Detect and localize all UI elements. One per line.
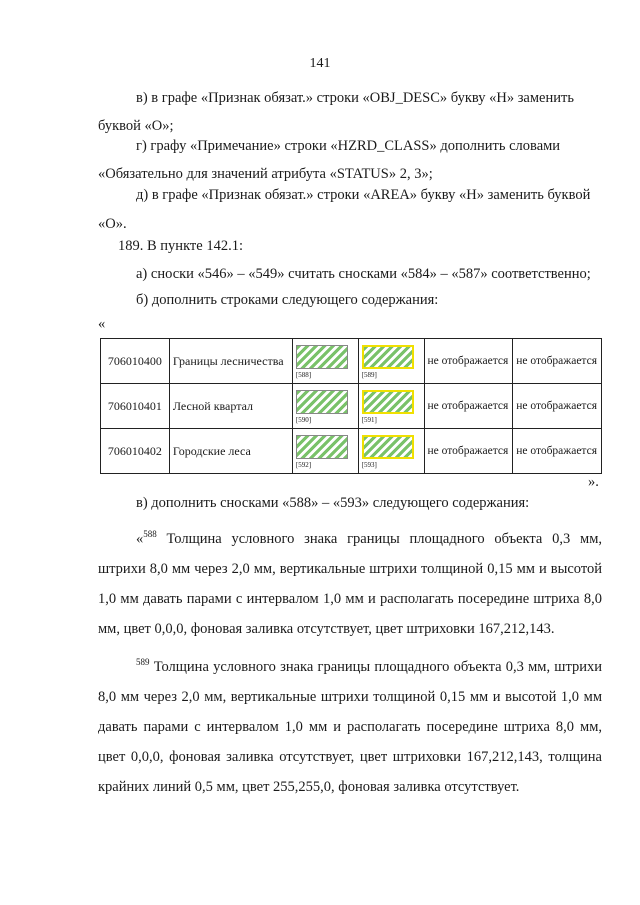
ref-label: [590] — [295, 416, 312, 424]
row-code: 706010402 — [101, 429, 170, 474]
symbol-cell-1 — [292, 429, 358, 474]
amendment-g-line1: г) графу «Примечание» строки «HZRD_CLASS» дополнить словами — [136, 138, 561, 154]
row-name: Лесной квартал — [169, 384, 292, 429]
item-189-heading: 189. В пункте 142.1: — [118, 238, 243, 254]
not-displayed-cell: не отображается — [513, 384, 602, 429]
hatch-swatch-yellow — [362, 390, 414, 414]
row-code: 706010401 — [101, 384, 170, 429]
hatch-swatch-yellow — [362, 435, 414, 459]
row-name: Границы лесничества — [169, 339, 292, 384]
footnote-589-text: Толщина условного знака границы площадного объекта 0,3 мм, штрихи 8,0 мм через 2,0 мм, вертикальные штрихи толщиной 0,15 мм и высотой 1,0 мм давать парами с интервалом 1,0 мм и располагать посередине штриха 8,0 мм, цвет 0,0,0, фоновая заливка отсутствует, цвет штриховки 167,212,143, толщина крайних линий 0,5 мм, цвет 255,255,0, фоновая заливка отсутствует. — [98, 658, 602, 795]
ref-label: [588] — [295, 371, 312, 379]
symbol-cell-2 — [358, 384, 424, 429]
ref-label: [593] — [361, 461, 377, 469]
footnote-589 — [98, 647, 602, 802]
symbol-cell-2 — [358, 339, 424, 384]
page-number: 141 — [309, 56, 331, 71]
quote-close: ». — [588, 474, 599, 490]
not-displayed-cell: не отображается — [513, 339, 602, 384]
table-row — [101, 429, 602, 474]
amendment-b: б) дополнить строками следующего содержания: — [136, 292, 439, 308]
table-row — [101, 384, 602, 429]
amendment-g-line2: «Обязательно для значений атрибута «STATUS» 2, 3»; — [98, 166, 433, 182]
classifier-table — [100, 338, 602, 474]
not-displayed-cell: не отображается — [424, 339, 513, 384]
symbol-cell-1 — [292, 384, 358, 429]
row-code: 706010400 — [101, 339, 170, 384]
not-displayed-cell: не отображается — [424, 429, 513, 474]
amendment-v-line2: буквой «О»; — [98, 118, 174, 134]
ref-label: [591] — [361, 416, 377, 424]
ref-label: [592] — [295, 461, 312, 469]
symbol-cell-1 — [292, 339, 358, 384]
quote-open: « — [98, 316, 106, 332]
footnote-588-text: Толщина условного знака границы площадного объекта 0,3 мм, штрихи 8,0 мм через 2,0 мм, вертикальные штрихи толщиной 0,15 мм и высотой 1,0 мм давать парами с интервалом 1,0 мм и располагать посередине штриха 8,0 мм, цвет 0,0,0, фоновая заливка отсутствует, цвет штриховки 167,212,143. — [98, 530, 602, 637]
amendment-d-line1: д) в графе «Признак обязат.» строки «AREA» букву «Н» заменить буквой — [136, 187, 591, 203]
footnote-589-number: 589 — [136, 657, 150, 667]
hatch-swatch-yellow — [362, 345, 414, 369]
amendment-v-line1: в) в графе «Признак обязат.» строки «OBJ_DESC» букву «Н» заменить — [136, 90, 574, 106]
amendment-a: а) сноски «546» – «549» считать сносками «584» – «587» соответственно; — [136, 266, 591, 282]
footnote-588 — [98, 519, 602, 644]
hatch-swatch — [296, 435, 348, 459]
hatch-swatch — [296, 390, 348, 414]
footnote-588-open-quote: « — [136, 530, 144, 547]
not-displayed-cell: не отображается — [513, 429, 602, 474]
amendment-d-line2: «О». — [98, 216, 127, 232]
not-displayed-cell: не отображается — [424, 384, 513, 429]
amendment-v-footnotes: в) дополнить сносками «588» – «593» следующего содержания: — [136, 495, 530, 511]
hatch-swatch — [296, 345, 348, 369]
footnote-588-number: 588 — [143, 529, 157, 539]
table-row — [101, 339, 602, 384]
symbol-cell-2 — [358, 429, 424, 474]
row-name: Городские леса — [169, 429, 292, 474]
ref-label: [589] — [361, 371, 377, 379]
